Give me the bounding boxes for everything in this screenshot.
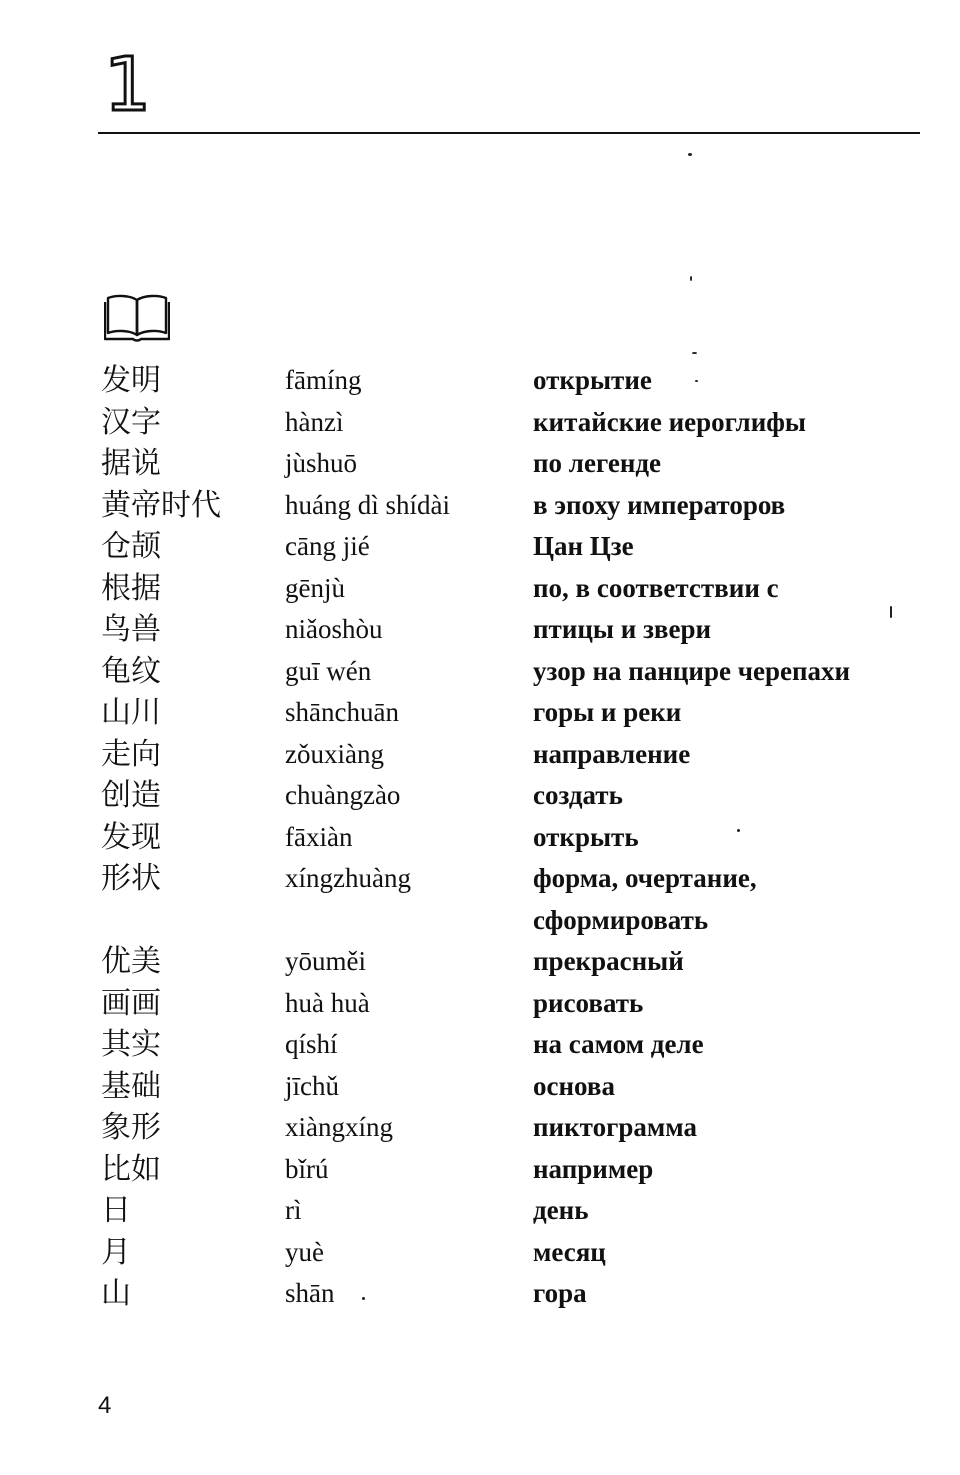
vocab-hanzi: 形状 xyxy=(101,861,161,896)
vocab-hanzi: 基础 xyxy=(101,1068,161,1104)
open-book-icon xyxy=(104,292,170,342)
scan-speck xyxy=(737,829,740,832)
vocab-hanzi: 仓颉 xyxy=(101,529,161,564)
vocab-hanzi: 汉字 xyxy=(101,404,161,440)
vocab-hanzi: 根据 xyxy=(101,570,161,606)
vocabulary-list xyxy=(0,360,960,1315)
vocab-row xyxy=(0,817,960,859)
vocab-hanzi: 山 xyxy=(101,1276,131,1311)
scan-speck xyxy=(692,352,697,354)
vocab-pinyin: fāmíng xyxy=(285,365,362,395)
vocab-meaning: китайские иероглифы xyxy=(533,406,807,437)
scan-speck xyxy=(688,153,692,156)
vocab-meaning: по, в соответствии с xyxy=(533,572,779,603)
vocab-pinyin: cāng jié xyxy=(285,531,370,561)
vocab-meaning: птицы и звери xyxy=(533,614,712,644)
vocab-hanzi: 鸟兽 xyxy=(101,612,161,647)
vocab-pinyin: niǎoshòu xyxy=(285,614,383,644)
vocab-meaning: создать xyxy=(533,780,623,810)
vocab-row xyxy=(0,609,960,651)
vocab-meaning: день xyxy=(533,1195,589,1225)
vocab-meaning: пиктограмма xyxy=(533,1112,697,1142)
vocab-hanzi: 画画 xyxy=(101,985,161,1021)
vocab-row xyxy=(0,941,960,983)
vocab-meaning: по легенде xyxy=(533,448,662,478)
vocab-meaning: в эпоху императоров xyxy=(533,489,786,520)
vocab-meaning: открыть xyxy=(533,821,639,852)
vocab-pinyin: zǒuxiàng xyxy=(285,738,384,769)
vocab-hanzi: 据说 xyxy=(101,446,161,481)
vocab-pinyin: jīchǔ xyxy=(285,1070,339,1101)
vocab-pinyin: shān xyxy=(285,1278,335,1308)
vocab-row xyxy=(0,1273,960,1315)
vocab-hanzi: 月 xyxy=(101,1234,131,1270)
page-number: 4 xyxy=(98,1392,112,1419)
vocab-hanzi: 优美 xyxy=(101,944,161,979)
vocab-row xyxy=(0,734,960,776)
vocab-pinyin: yuè xyxy=(285,1236,324,1267)
scan-speck xyxy=(362,1297,365,1300)
vocab-meaning: горы и реки xyxy=(533,697,682,727)
vocab-hanzi: 日 xyxy=(101,1193,131,1228)
header-rule xyxy=(98,132,920,134)
vocab-meaning: открытие xyxy=(533,365,652,395)
vocab-meaning: гора xyxy=(533,1278,587,1308)
vocab-pinyin: xíngzhuàng xyxy=(285,863,411,893)
vocab-meaning: прекрасный xyxy=(533,946,684,976)
vocab-row xyxy=(0,1107,960,1149)
vocab-pinyin: huà huà xyxy=(285,987,370,1018)
vocab-pinyin: jùshuō xyxy=(285,448,358,478)
vocab-pinyin: fāxiàn xyxy=(285,821,353,852)
vocab-meaning: на самом деле xyxy=(533,1029,704,1059)
vocab-row xyxy=(0,443,960,485)
vocab-hanzi: 发明 xyxy=(101,363,161,398)
vocab-row xyxy=(0,1024,960,1066)
vocab-meaning: основа xyxy=(533,1070,615,1101)
vocab-meaning: Цан Цзе xyxy=(533,531,634,561)
vocab-row xyxy=(0,692,960,734)
vocab-row xyxy=(0,526,960,568)
vocab-pinyin: yōuměi xyxy=(285,946,366,976)
vocab-meaning: месяц xyxy=(533,1236,606,1267)
vocab-row xyxy=(0,1232,960,1274)
vocab-meaning: например xyxy=(533,1153,654,1184)
vocab-row xyxy=(0,1190,960,1232)
scan-speck xyxy=(690,276,692,281)
vocab-hanzi: 比如 xyxy=(101,1151,161,1187)
vocab-hanzi: 山川 xyxy=(101,695,161,730)
vocab-hanzi: 其实 xyxy=(101,1027,161,1062)
vocab-pinyin: guī wén xyxy=(285,655,372,686)
vocab-row xyxy=(0,568,960,610)
vocab-row xyxy=(0,402,960,444)
vocab-meaning: рисовать xyxy=(533,987,644,1018)
vocab-row xyxy=(0,1066,960,1108)
vocab-meaning: направление xyxy=(533,738,691,769)
vocab-pinyin: xiàngxíng xyxy=(285,1112,393,1142)
vocab-row xyxy=(0,485,960,527)
vocab-hanzi: 黄帝时代 xyxy=(101,487,221,523)
vocab-pinyin: chuàngzào xyxy=(285,780,401,810)
vocab-meaning: узор на панцире черепахи xyxy=(533,655,851,686)
vocab-hanzi: 发现 xyxy=(101,819,161,855)
vocab-row xyxy=(0,360,960,402)
vocab-pinyin: huáng dì shídài xyxy=(285,489,450,520)
lesson-number: 1 xyxy=(104,42,152,128)
vocab-row xyxy=(0,651,960,693)
vocab-hanzi: 创造 xyxy=(101,778,161,813)
vocab-row xyxy=(0,775,960,817)
scan-speck xyxy=(695,380,698,382)
vocab-pinyin: rì xyxy=(285,1195,302,1225)
vocab-pinyin: hànzì xyxy=(285,406,344,437)
scan-speck xyxy=(890,606,892,618)
vocab-pinyin: bǐrú xyxy=(285,1153,329,1184)
vocab-hanzi: 走向 xyxy=(101,736,161,772)
vocab-pinyin: gēnjù xyxy=(285,572,345,603)
vocab-hanzi: 龟纹 xyxy=(101,653,161,689)
vocab-row xyxy=(0,983,960,1025)
vocab-pinyin: shānchuān xyxy=(285,697,399,727)
vocab-row xyxy=(0,1149,960,1191)
vocab-meaning: форма, очертание, сформировать xyxy=(533,863,757,935)
vocab-hanzi: 象形 xyxy=(101,1110,161,1145)
vocab-row xyxy=(0,858,960,941)
vocab-pinyin: qíshí xyxy=(285,1029,338,1059)
